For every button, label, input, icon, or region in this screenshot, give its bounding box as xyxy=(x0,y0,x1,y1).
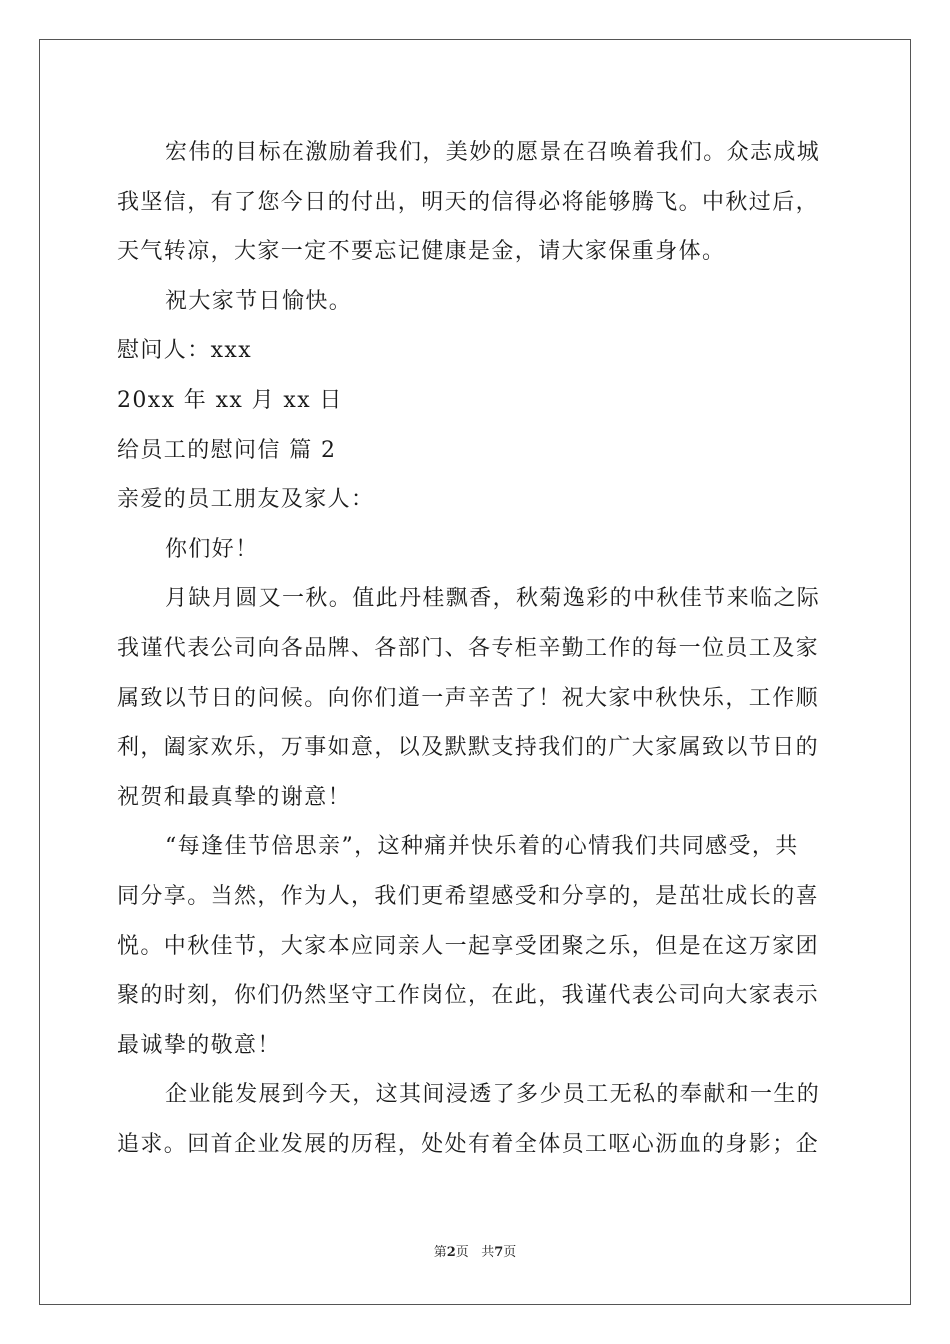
footer-prefix: 第 xyxy=(433,1245,447,1260)
page-footer xyxy=(0,1244,950,1262)
text-line: 追求。回首企业发展的历程，处处有着全体员工呕心沥血的身影；企 xyxy=(117,1131,820,1157)
text-line: 属致以节日的问候。向你们道一声辛苦了！祝大家中秋快乐，工作顺 xyxy=(117,685,820,711)
footer-page-unit: 页 xyxy=(455,1245,469,1260)
text-line: 祝大家节日愉快。 xyxy=(165,288,353,314)
text-line: 利，阖家欢乐，万事如意，以及默默支持我们的广大家属致以节日的 xyxy=(117,735,820,761)
text-line: 给员工的慰问信 篇 2 xyxy=(117,437,337,463)
text-line: 宏伟的目标在激励着我们，美妙的愿景在召唤着我们。众志成城 xyxy=(165,140,821,165)
footer-total-pages: 7 xyxy=(494,1245,504,1260)
text-line: 同分享。当然，作为人，我们更希望感受和分享的，是茁壮成长的喜 xyxy=(117,883,820,909)
text-line: 我谨代表公司向各品牌、各部门、各专柜辛勤工作的每一位员工及家 xyxy=(117,635,820,661)
text-line: 你们好！ xyxy=(165,536,259,562)
text-line: 我坚信，有了您今日的付出，明天的信得必将能够腾飞。中秋过后， xyxy=(117,189,820,215)
text-line: 20xx 年 xx 月 xx 日 xyxy=(117,387,343,413)
text-line: 聚的时刻，你们仍然坚守工作岗位，在此，我谨代表公司向大家表示 xyxy=(117,983,820,1009)
text-line: 悦。中秋佳节，大家本应同亲人一起享受团聚之乐，但是在这万家团 xyxy=(117,933,820,959)
footer-total-unit: 页 xyxy=(503,1245,517,1260)
document-body xyxy=(117,128,837,1169)
text-line: 亲爱的员工朋友及家人： xyxy=(117,487,375,513)
text-line: “每逢佳节倍思亲”，这种痛并快乐着的心情我们共同感受，共 xyxy=(165,834,799,860)
text-line: 慰问人：xxx xyxy=(117,338,253,364)
footer-total-prefix: 共 xyxy=(481,1245,495,1260)
text-line: 祝贺和最真挚的谢意！ xyxy=(117,784,352,810)
text-line: 天气转凉，大家一定不要忘记健康是金，请大家保重身体。 xyxy=(117,239,726,265)
text-line: 最诚挚的敬意！ xyxy=(117,1032,281,1058)
text-line: 企业能发展到今天，这其间浸透了多少员工无私的奉献和一生的 xyxy=(165,1082,821,1108)
text-line: 月缺月圆又一秋。值此丹桂飘香，秋菊逸彩的中秋佳节来临之际 xyxy=(165,586,821,612)
footer-page-number: 2 xyxy=(446,1245,456,1260)
